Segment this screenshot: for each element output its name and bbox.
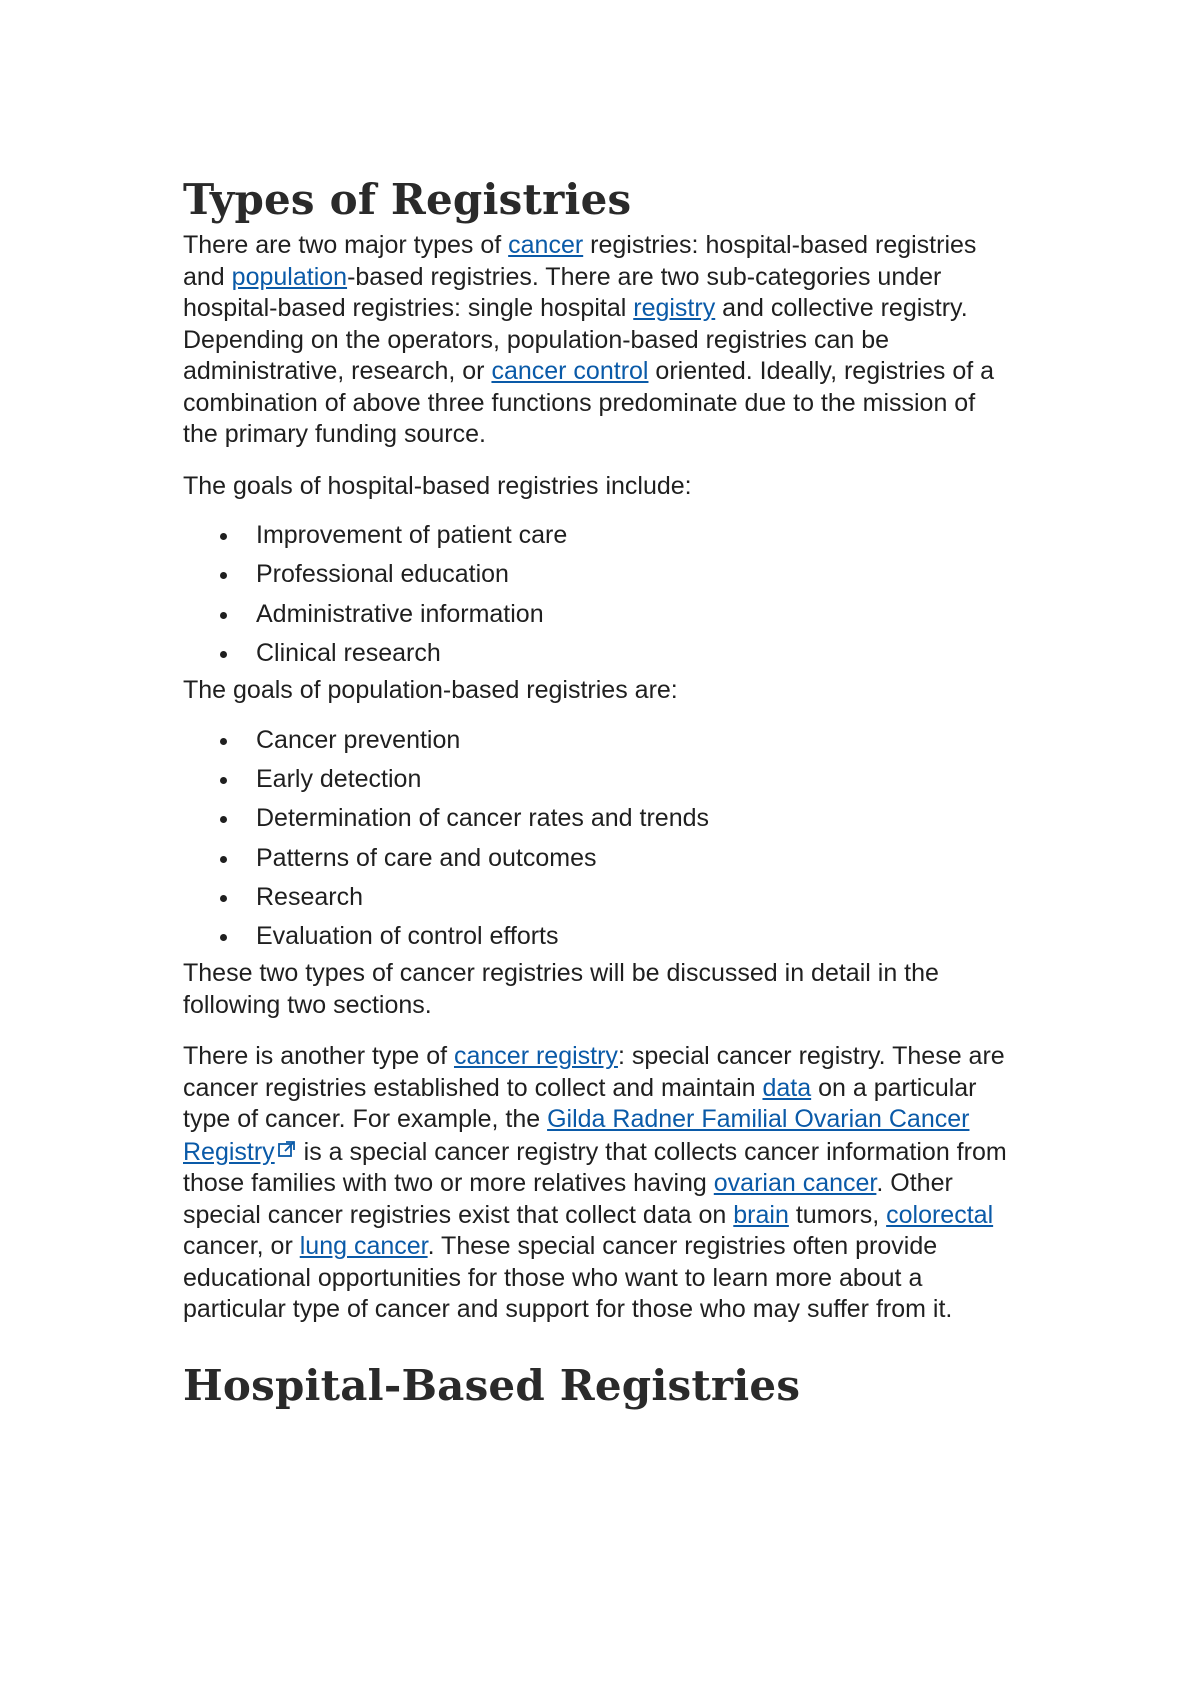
link-cancer-control[interactable]: cancer control [491,357,649,385]
link-population[interactable]: population [231,262,348,291]
list-item: Professional education [256,555,1015,594]
list-item: Improvement of patient care [256,516,1015,555]
link-brain[interactable]: brain [733,1200,789,1229]
link-gilda-radner-registry[interactable]: Gilda Radner Familial Ovarian Cancer Registry [183,1105,970,1166]
bullet-icon [220,738,227,745]
list-item: Evaluation of control efforts [256,917,1015,956]
special-registry-paragraph: There is another type of cancer registry: special cancer registry. These are cancer registries established to collect and maintain data on a particular type of cancer. For example, the Gilda Radner Familial Ovarian Cancer Registry is a special cancer registry that collects cancer information from those families with two or more relatives having ovarian cancer. Other special cancer registries exist that collect data on brain tumors, colorectal cancer, or lung cancer. These special cancer registries often provide educational opportunities for those who want to learn more about a particular type of cancer and support for those who may suffer from it. [183,1042,1007,1324]
list-item: Research [256,878,1015,917]
section-title-hospital-based: Hospital-Based Registries [183,1360,801,1410]
bullet-icon [220,572,227,579]
link-cancer[interactable]: cancer [508,231,584,259]
hospital-goals-list [183,516,1015,673]
intro-paragraph: There are two major types of cancer registries: hospital-based registries and population-based registries. There are two sub-categories under hospital-based registries: single hospital registry and collective registry. Depending on the operators, population-based registries can be administrative, research, or cancer control oriented. Ideally, registries of a combination of above three functions predominate due to the mission of the primary funding source. [183,231,995,448]
link-colorectal[interactable]: colorectal [886,1200,994,1229]
link-registry[interactable]: registry [633,294,716,322]
list-item: Determination of cancer rates and trends [256,799,1015,838]
population-goals-heading: The goals of population-based registries are: [183,676,678,705]
bullet-icon [220,856,227,863]
bullet-icon [220,612,227,619]
bullet-icon [220,816,227,823]
list-item: Cancer prevention [256,721,1015,760]
bullet-icon [220,777,227,784]
list-item: Administrative information [256,595,1015,634]
external-link-icon[interactable] [277,1136,297,1168]
list-item: Early detection [256,760,1015,799]
link-data[interactable]: data [762,1073,812,1102]
hospital-goals-heading: The goals of hospital-based registries include: [183,471,692,500]
list-item: Clinical research [256,634,1015,673]
bullet-icon [220,934,227,941]
bullet-icon [220,895,227,902]
bullet-icon [220,533,227,540]
page-title: Types of Registries [183,175,632,224]
bullet-icon [220,651,227,658]
document-page [183,172,1015,1414]
sections-note: These two types of cancer registries will be discussed in detail in the following two sections. [183,959,939,1019]
population-goals-list [183,721,1015,957]
link-lung-cancer[interactable]: lung cancer [299,1232,428,1261]
link-ovarian-cancer[interactable]: ovarian cancer [713,1169,877,1198]
link-cancer-registry[interactable]: cancer registry [453,1042,618,1071]
list-item: Patterns of care and outcomes [256,839,1015,878]
